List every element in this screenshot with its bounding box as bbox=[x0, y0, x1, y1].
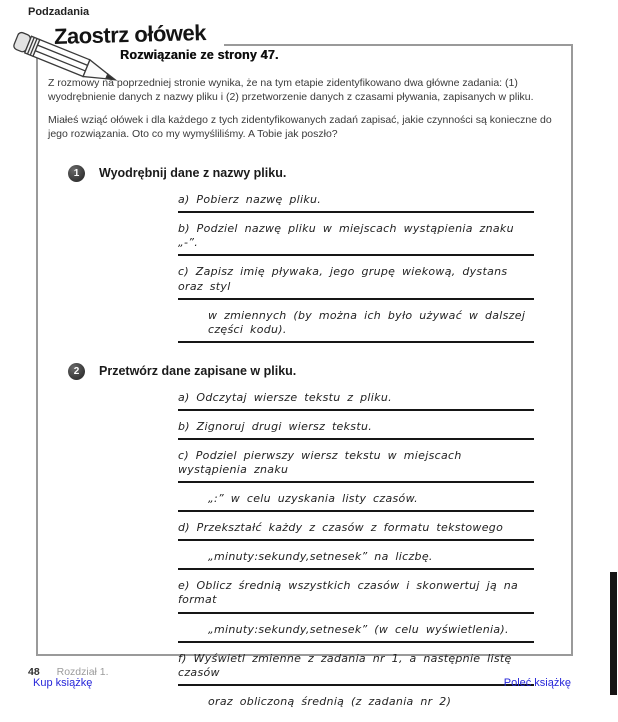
chapter-label: Rozdział 1. bbox=[56, 666, 109, 678]
answer-line: „:” w celu uzyskania listy czasów. bbox=[178, 492, 534, 512]
answer-line: b) Podziel nazwę pliku w miejscach wystąpienia znaku „-”. bbox=[178, 222, 534, 256]
answer-line: oraz obliczoną średnią (z zadania nr 2) bbox=[208, 694, 452, 708]
exercise-title: Zaostrz ołówek bbox=[53, 20, 207, 49]
buy-book-link[interactable]: Kup książkę bbox=[33, 677, 93, 689]
task bbox=[48, 363, 560, 713]
task-number-badge: 2 bbox=[68, 363, 85, 380]
answer-line: „minuty:sekundy,setnesek” (w celu wyświetlenia). bbox=[178, 623, 534, 643]
task-header bbox=[48, 165, 560, 182]
tasks bbox=[48, 165, 560, 713]
answer-lines bbox=[48, 193, 560, 343]
exercise-box-right-border bbox=[571, 44, 573, 655]
page-number: 48 bbox=[28, 666, 40, 678]
page-section-label: Podzadania bbox=[28, 6, 90, 18]
answer-line: b) Zignoruj drugi wiersz tekstu. bbox=[178, 420, 534, 440]
task-title: Wyodrębnij dane z nazwy pliku. bbox=[99, 166, 287, 181]
answer-line: a) Pobierz nazwę pliku. bbox=[178, 193, 534, 213]
answer-lines bbox=[48, 391, 560, 713]
page-edge-black-bar bbox=[610, 572, 617, 695]
answer-line: c) Podziel pierwszy wiersz tekstu w miejscach wystąpienia znaku bbox=[178, 449, 534, 483]
answer-line: c) Zapisz imię pływaka, jego grupę wiekową, dystans oraz styl bbox=[178, 265, 534, 299]
task-header bbox=[48, 363, 560, 380]
answer-line: f) Wyświetl zmienne z zadania nr 1, a następnie listę czasów bbox=[178, 652, 534, 686]
exercise-box-left-border bbox=[36, 56, 38, 654]
answer-line: w zmiennych (by można ich było używać w dalszej części kodu). bbox=[178, 309, 534, 343]
task bbox=[48, 165, 560, 343]
answer-line: a) Odczytaj wiersze tekstu z pliku. bbox=[178, 391, 534, 411]
intro-paragraph: Miałeś wziąć ołówek i dla każdego z tych zidentyfikowanych zadań zapisać, jakie czynności są konieczne do jego rozwiązania. Oto co my wymyśliliśmy. A Tobie jak poszło? bbox=[48, 114, 552, 141]
intro-paragraph: Z rozmowy na poprzedniej stronie wynika, że na tym etapie zidentyfikowano dwa główne zadania: (1) wyodrębnienie danych z nazwy pliku i (2) przetworzenie danych z czasami pływania, zapisanych w pliku. bbox=[48, 77, 534, 104]
task-title: Przetwórz dane zapisane w pliku. bbox=[99, 363, 297, 378]
exercise-box-top-border bbox=[224, 44, 573, 46]
exercise-subtitle: Rozwiązanie ze strony 47. bbox=[120, 48, 279, 62]
answer-line: d) Przekształć każdy z czasów z formatu tekstowego bbox=[178, 521, 534, 541]
recommend-book-link[interactable]: Poleć książkę bbox=[503, 677, 571, 689]
task-number-badge: 1 bbox=[68, 165, 85, 182]
answer-line: e) Oblicz średnią wszystkich czasów i skonwertuj ją na format bbox=[178, 579, 534, 613]
exercise-content bbox=[48, 76, 560, 722]
answer-line: „minuty:sekundy,setnesek” na liczbę. bbox=[178, 550, 534, 570]
